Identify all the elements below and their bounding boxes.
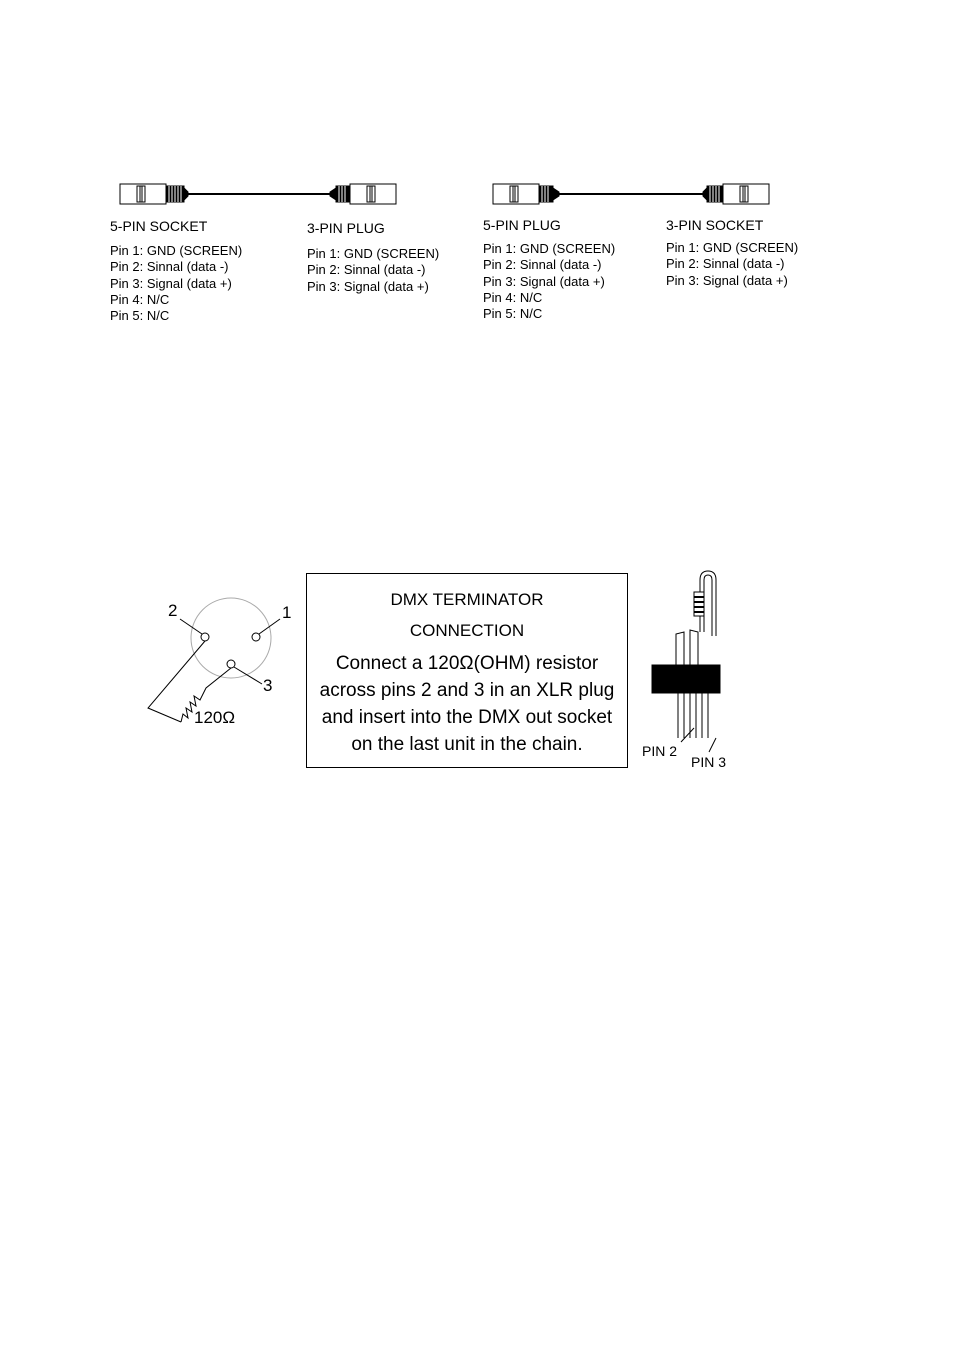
box-text-line3: Connect a 120Ω(OHM) resistor [335, 653, 599, 674]
pin-label: Pin 3: Signal (data +) [666, 272, 788, 288]
cable-a-left-title: 5-PIN SOCKET [110, 218, 208, 234]
cable-a-left-pin-list [110, 243, 242, 324]
pin-label: Pin 1: GND (SCREEN) [110, 243, 243, 258]
box-text-line4: across pins 2 and 3 in an XLR plug [319, 680, 615, 701]
terminator-instructions-box [306, 573, 628, 768]
resistor-value-label: 120Ω [194, 708, 236, 727]
cable-b-left-title: 5-PIN PLUG [483, 217, 561, 233]
pin-label: Pin 1: GND (SCREEN) [307, 246, 440, 261]
cable-a-drawing [120, 184, 396, 204]
plug-side-diagram [652, 571, 720, 752]
pin-label: Pin 5: N/C [110, 308, 170, 324]
cable-b-right-pin-list [666, 240, 798, 289]
cable-b-drawing [493, 184, 769, 204]
box-title-line2: CONNECTION [409, 621, 525, 640]
cable-b-right-title: 3-PIN SOCKET [666, 217, 764, 233]
pin-label: Pin 2: Sinnal (data -) [666, 256, 785, 272]
box-title-line1: DMX TERMINATOR [390, 590, 544, 609]
pin-label: Pin 1: GND (SCREEN) [666, 240, 799, 255]
plug-pin2-label: PIN 2 [642, 743, 678, 759]
pin-label: Pin 2: Sinnal (data -) [483, 257, 602, 273]
xlr-pin1-label: 1 [282, 603, 292, 622]
xlr-pin2-label: 2 [168, 601, 178, 620]
plug-pin3-label: PIN 3 [691, 754, 727, 770]
cable-b-left-pin-list [483, 241, 615, 322]
pin-label: Pin 3: Signal (data +) [110, 275, 232, 291]
pin-label: Pin 3: Signal (data +) [483, 273, 605, 289]
box-text-line6: on the last unit in the chain. [351, 734, 583, 755]
cable-a-right-pin-list [307, 246, 439, 295]
pin-label: Pin 4: N/C [483, 289, 543, 305]
xlr-pin3-label: 3 [263, 676, 273, 695]
box-text-line5: and insert into the DMX out socket [321, 707, 613, 728]
pin-label: Pin 2: Sinnal (data -) [307, 262, 426, 278]
pin-label: Pin 5: N/C [483, 306, 543, 322]
pin-label: Pin 3: Signal (data +) [307, 278, 429, 294]
cable-a-right-title: 3-PIN PLUG [307, 220, 385, 236]
pin-label: Pin 4: N/C [110, 291, 170, 307]
pin-label: Pin 2: Sinnal (data -) [110, 259, 229, 275]
pin-label: Pin 1: GND (SCREEN) [483, 241, 616, 256]
